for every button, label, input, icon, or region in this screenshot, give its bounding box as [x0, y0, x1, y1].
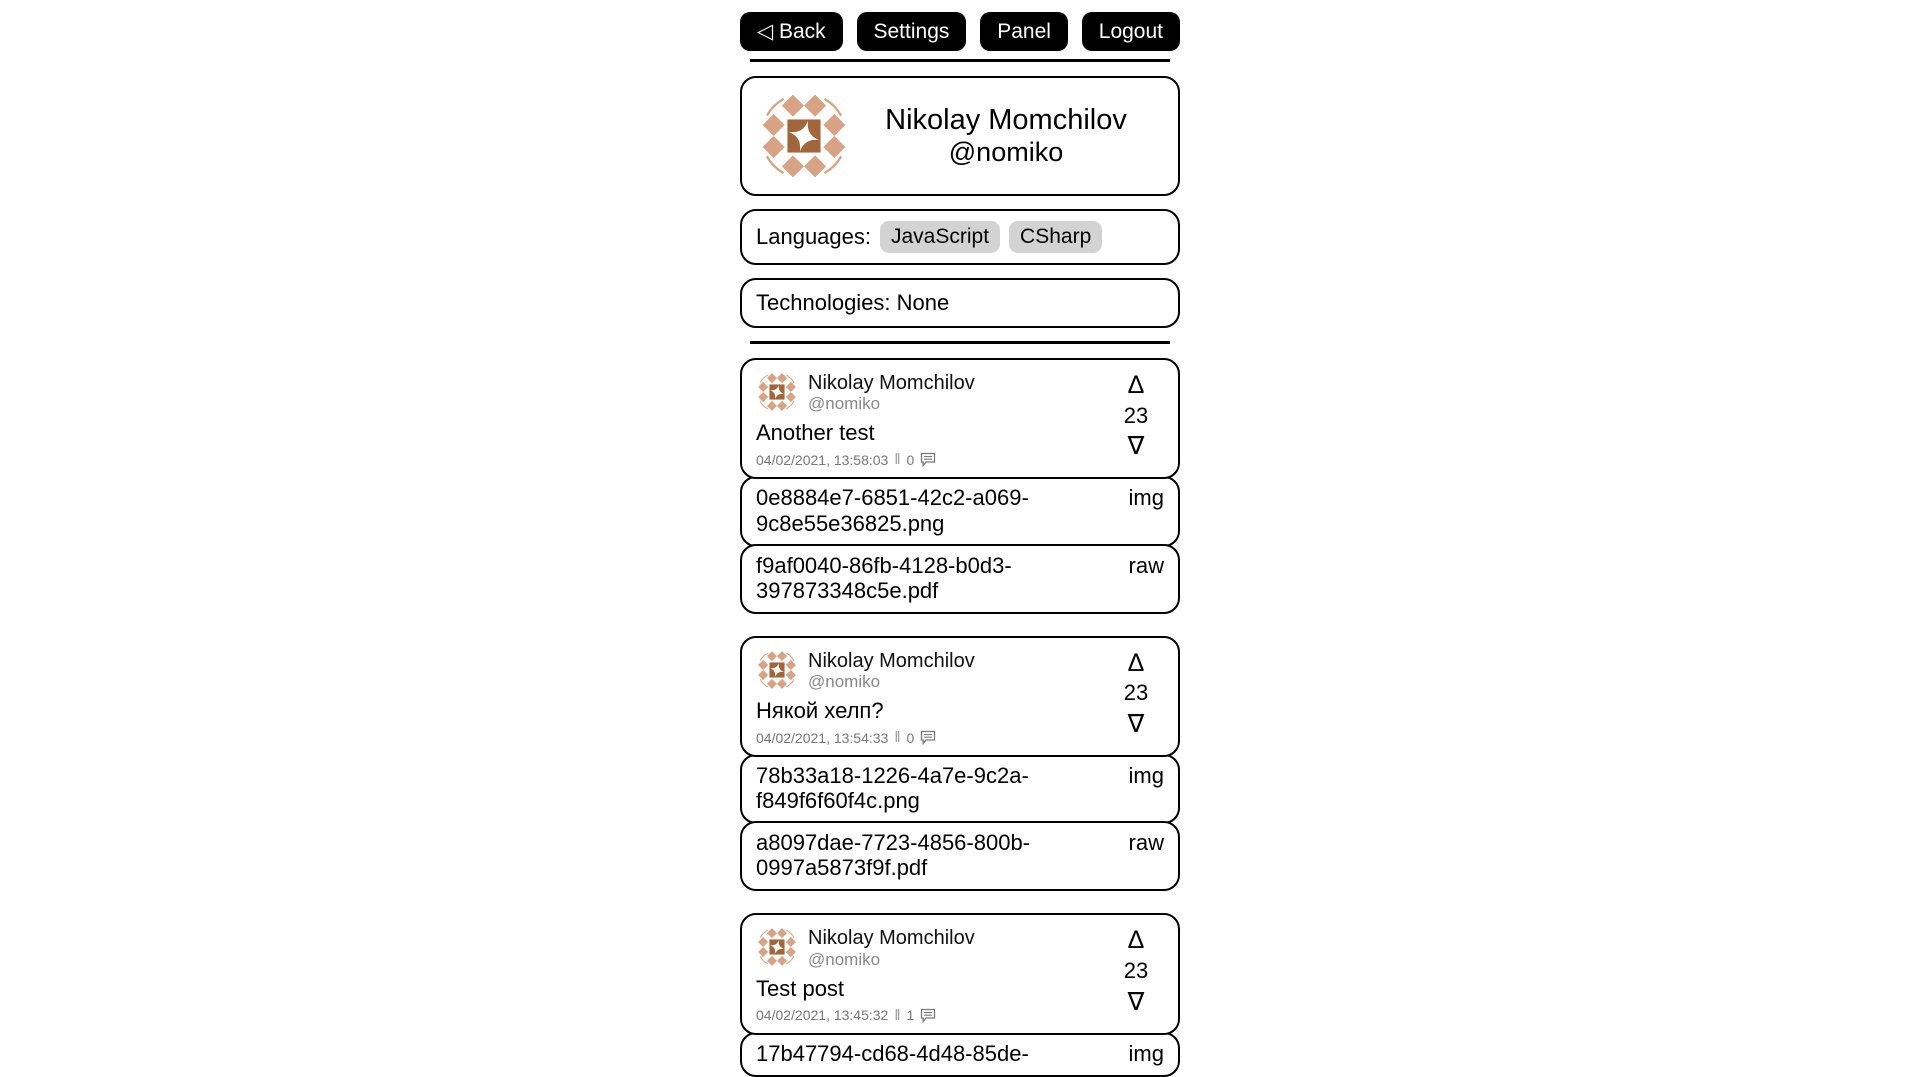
meta-separator: ‖: [894, 451, 901, 469]
attachment-type: raw: [1128, 552, 1164, 578]
languages-card: [740, 209, 1180, 265]
post-title[interactable]: Another test: [756, 420, 875, 446]
post-score: 23: [1123, 957, 1149, 983]
post-author: [808, 926, 975, 968]
post-comment-count: 0: [906, 729, 915, 746]
profile-handle: @nomiko: [948, 137, 1064, 168]
technologies-card: [740, 278, 1180, 328]
attachment-type: img: [1128, 1040, 1164, 1066]
post-author-handle: @nomiko: [808, 394, 881, 414]
post-title[interactable]: Някой хелп?: [756, 698, 884, 724]
post-meta: [756, 451, 1164, 468]
post-author-avatar-identicon: [756, 649, 798, 691]
post-header: [756, 649, 1164, 691]
attachment-row[interactable]: [740, 476, 1180, 546]
vote-box: [1116, 925, 1156, 1017]
profile-avatar-identicon: [758, 90, 850, 182]
language-badge-javascript: JavaScript: [880, 221, 1000, 253]
vote-box: [1116, 370, 1156, 462]
attachment-filename: 17b47794-cd68-4d48-85de-: [756, 1040, 1029, 1066]
attachment-filename: f9af0040-86fb-4128-b0d3-397873348c5e.pdf: [756, 552, 1012, 603]
post-title[interactable]: Test post: [756, 975, 845, 1001]
post: [740, 913, 1180, 1077]
divider-posts: [750, 341, 1170, 344]
attachment-type: img: [1128, 485, 1164, 511]
attachment-type: img: [1128, 763, 1164, 789]
post-header: [756, 926, 1164, 968]
post-meta: [756, 729, 1164, 746]
logout-button[interactable]: Logout: [1082, 12, 1180, 51]
post-score: 23: [1123, 402, 1149, 428]
upvote-button[interactable]: Δ: [1127, 926, 1145, 955]
profile-names: [850, 104, 1162, 169]
settings-button[interactable]: Settings: [857, 12, 967, 51]
post: [740, 636, 1180, 892]
divider-top: [750, 59, 1170, 62]
downvote-button[interactable]: ∇: [1127, 710, 1145, 739]
attachment-filename: 0e8884e7-6851-42c2-a069-9c8e55e36825.png: [756, 485, 1029, 536]
post-comment-count: 1: [906, 1007, 915, 1024]
top-nav: [740, 12, 1180, 51]
languages-label: Languages:: [756, 224, 871, 249]
post-author-name: Nikolay Momchilov: [808, 927, 975, 950]
post-author-handle: @nomiko: [808, 949, 881, 969]
post-timestamp: 04/02/2021, 13:54:33: [756, 729, 889, 746]
post-card[interactable]: [740, 358, 1180, 479]
attachment-filename: a8097dae-7723-4856-800b-0997a5873f9f.pdf: [756, 830, 1031, 881]
meta-separator: ‖: [894, 1006, 901, 1024]
comment-bubble-icon: [920, 730, 936, 745]
profile-name: Nikolay Momchilov: [885, 103, 1127, 136]
post-timestamp: 04/02/2021, 13:45:32: [756, 1007, 889, 1024]
attachment-row[interactable]: [740, 1032, 1180, 1077]
post-author-name: Nikolay Momchilov: [808, 649, 975, 672]
attachment-type: raw: [1128, 830, 1164, 856]
attachment-row[interactable]: [740, 821, 1180, 891]
post-author-avatar-identicon: [756, 926, 798, 968]
meta-separator: ‖: [894, 729, 901, 747]
profile-card: [740, 76, 1180, 196]
upvote-button[interactable]: Δ: [1127, 648, 1145, 677]
post-timestamp: 04/02/2021, 13:58:03: [756, 451, 889, 468]
downvote-button[interactable]: ∇: [1127, 432, 1145, 461]
post-author: [808, 649, 975, 691]
attachment-row[interactable]: [740, 754, 1180, 824]
post-card[interactable]: [740, 913, 1180, 1034]
post-author: [808, 371, 975, 413]
panel-button[interactable]: Panel: [980, 12, 1068, 51]
post-author-name: Nikolay Momchilov: [808, 372, 975, 394]
post-meta: [756, 1007, 1164, 1024]
attachment-row[interactable]: [740, 544, 1180, 614]
downvote-button[interactable]: ∇: [1127, 987, 1145, 1016]
technologies-label: Technologies: None: [756, 290, 950, 315]
back-button[interactable]: ◁ Back: [740, 12, 843, 51]
post-author-avatar-identicon: [756, 371, 798, 413]
post-score: 23: [1123, 680, 1149, 706]
comment-bubble-icon: [920, 452, 936, 467]
vote-box: [1116, 648, 1156, 740]
post-author-handle: @nomiko: [808, 672, 881, 692]
post: [740, 358, 1180, 614]
post-comment-count: 0: [906, 451, 915, 468]
attachment-filename: 78b33a18-1226-4a7e-9c2a-f849f6f60f4c.png: [756, 763, 1029, 814]
post-card[interactable]: [740, 636, 1180, 757]
content-column: [740, 0, 1180, 1077]
post-header: [756, 371, 1164, 413]
language-badge-csharp: CSharp: [1009, 221, 1102, 253]
upvote-button[interactable]: Δ: [1127, 371, 1145, 399]
comment-bubble-icon: [920, 1008, 936, 1023]
